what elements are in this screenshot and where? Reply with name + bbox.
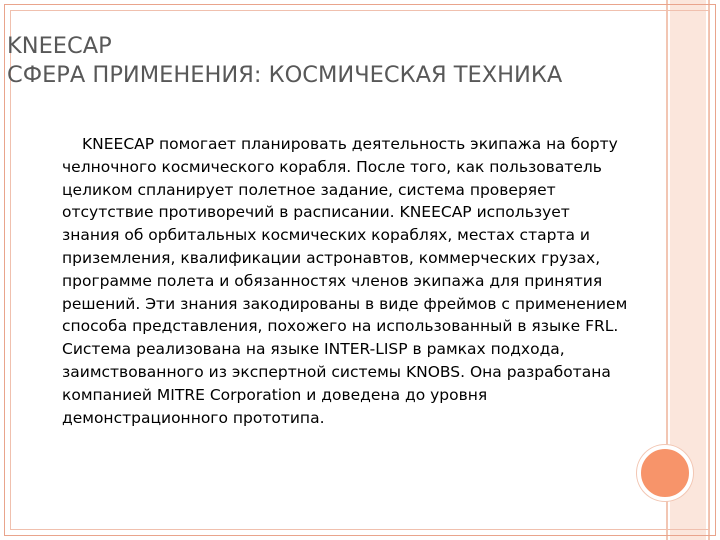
decorative-circle bbox=[637, 445, 693, 501]
title-line-1: KNEECAP bbox=[7, 33, 112, 59]
body-paragraph: KNEECAP помогает планировать деятельность экипажа на борту челночного космического корабля. После того, как пользователь целиком спланирует полетное задание, система проверяет отсутствие противоречий в расписании. KNEECAP использует знания об орбитальных космических кораблях, местах старта и приземления, квалификации астронавтов, коммерческих грузах, программе полета и обязанностях членов экипажа для принятия решений. Эти знания закодированы в виде фреймов с применением способа представления, похожего на использованный в языке FRL. Система реализована на языке INTER-LISP в рамках подхода, заимствованного из экспертной системы KNOBS. Она разработана компанией MITRE Corporation и доведена до уровня демонстрационного прототипа. bbox=[62, 135, 628, 427]
title-line-2: СФЕРА ПРИМЕНЕНИЯ: КОСМИЧЕСКАЯ ТЕХНИКА bbox=[7, 62, 563, 88]
slide-title bbox=[7, 32, 717, 90]
